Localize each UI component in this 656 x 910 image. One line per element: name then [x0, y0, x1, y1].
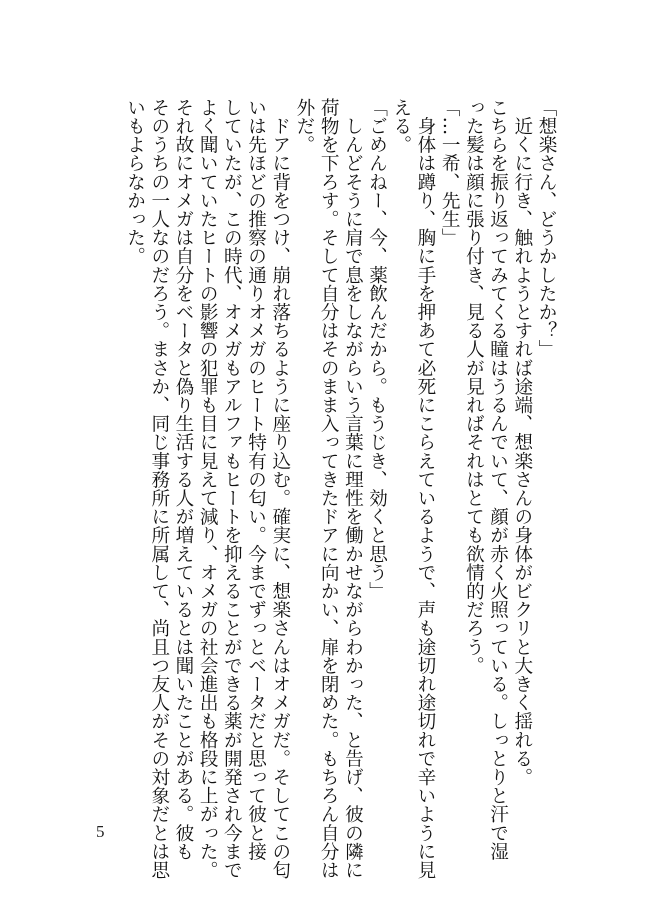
text-line: 「ごめんねー、今、薬飲んだから。もうじき、効くと思う」 [366, 98, 388, 601]
text-line: しんどそうに肩で息をしながらいう言葉に理性を働かせながらわかった、と告げ、彼の隣に [342, 98, 364, 880]
text-line: 「…一希、先生」 [439, 98, 461, 247]
text-line: 外だ。 [293, 98, 315, 154]
text-line: 「想楽さん、どうかしたか？」 [536, 98, 557, 359]
text-line: いは先ほどの推察の通りオメガのヒート特有の匂い。今までずっとベータだと思って彼と接 [245, 98, 267, 861]
text-line: 荷物を下ろす。そして自分はそのまま入ってきたドアに向かい、扉を閉めた。もちろん自分は [318, 98, 340, 880]
text-line: そのうちの一人なのだろう。まさか、同じ事務所に所属して、尚且つ友人がその対象だとは思 [148, 98, 170, 880]
vertical-text-body [122, 98, 558, 880]
text-line: 近くに行き、触れようとすれば途端、想楽さんの身体がビクリと大きく揺れる。 [511, 98, 533, 787]
text-line: いもよらなかった。 [124, 98, 146, 266]
text-line: った髪は顔に張り付き、見る人が見ればそれはとても欲情的だろう。 [463, 98, 485, 675]
text-line: それ故にオメガは自分をベータと偽り生活する人が増えているとは聞いたことがある。彼も [172, 98, 194, 861]
text-line: よく聞いていたヒートの影響の犯罪も目に見えて減り、オメガの社会進出も格段に上がった。 [197, 98, 219, 880]
text-line: こちらを振り返ってみてくる瞳はうるんでいて、顔が赤く火照っている。しっとりと汗で湿 [487, 98, 509, 861]
text-line: える。 [390, 98, 412, 154]
text-line: ドアに背をつけ、崩れ落ちるように座り込む。確実に、想楽さんはオメガだ。そしてこの匂 [269, 98, 291, 880]
page-number: 5 [96, 822, 105, 841]
text-line: 身体は蹲り、胸に手を押あて必死にこらえているようで、声も途切れ途切れで辛いように見 [414, 98, 436, 880]
text-line: していたが、この時代、オメガもアルファもヒートを抑えることができる薬が開発され今まで [221, 98, 243, 880]
